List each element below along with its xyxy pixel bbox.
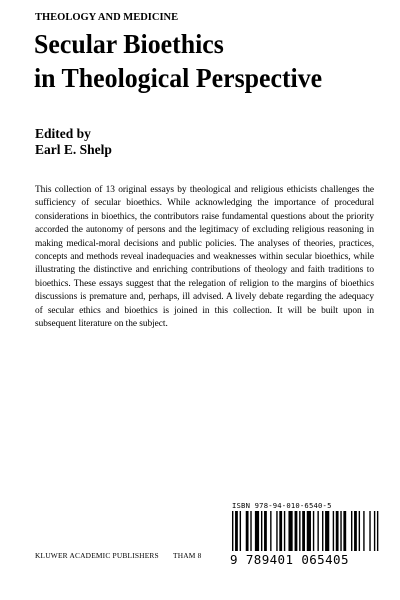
barcode-bar xyxy=(343,511,346,551)
barcode-bar xyxy=(276,511,277,551)
barcode-bar xyxy=(246,511,249,551)
barcode-bar xyxy=(235,511,238,551)
isbn-number: ISBN 978-94-010-6540-5 xyxy=(232,501,332,510)
barcode-bar xyxy=(240,511,241,551)
book-title xyxy=(34,27,354,95)
barcode-bar xyxy=(232,511,233,551)
title-line-1: Secular Bioethics xyxy=(34,28,224,59)
title-line-2: in Theological Perspective xyxy=(34,62,323,93)
barcode-bar xyxy=(313,511,314,551)
barcode-bar xyxy=(354,511,357,551)
barcode-bar xyxy=(351,511,352,551)
barcode-bar xyxy=(317,511,318,551)
barcode-bar xyxy=(250,511,251,551)
barcode-bar xyxy=(299,511,300,551)
series-label: THEOLOGY AND MEDICINE xyxy=(35,12,179,23)
barcode-bar xyxy=(288,511,292,551)
description-paragraph: This collection of 13 original essays by theological and religious ethicists challenges the sufficiency of secular bioethics. While acknowledging the importance of procedural considerations in bioethics, the contributors raise fundamental questions about the priority accorded the autonomy of persons and the legitimacy of excluding religious reasoning in making medical-moral decisions and public policies. The analyses of theories, practices, concepts and methods reveal inadequacies and weaknesses within secular bioethics, while illustrating the distinctive and enriching contributions of theology and faith traditions to bioethics. These essays suggest that the relegation of religion to the margins of bioethics discussions is premature and, perhaps, ill advised. A lively debate regarding the adequacy of secular ethics and bioethics is joined in this collection. It will be built upon in subsequent literature on the subject. xyxy=(35,185,374,330)
barcode-digits: 9 789401 065405 xyxy=(230,552,349,567)
barcode-bar xyxy=(322,511,323,551)
barcode-bar xyxy=(333,511,334,551)
edited-by-label: Edited by xyxy=(35,126,91,141)
barcode-bar xyxy=(363,511,364,551)
barcode-bar xyxy=(295,511,298,551)
editor-name: Earl E. Shelp xyxy=(35,142,112,157)
barcode-bar xyxy=(264,511,267,551)
barcode-bar xyxy=(302,511,305,551)
barcode-bar xyxy=(377,511,378,551)
barcode-bar xyxy=(284,511,285,551)
barcode-bar xyxy=(336,511,339,551)
barcode-bar xyxy=(261,511,262,551)
barcode-bar xyxy=(270,511,271,551)
barcode-bar xyxy=(279,511,282,551)
barcode-bar xyxy=(255,511,259,551)
barcode-bar xyxy=(369,511,370,551)
barcode xyxy=(232,511,380,551)
barcode-bar xyxy=(325,511,329,551)
barcode-bar xyxy=(307,511,311,551)
barcode-bar xyxy=(374,511,375,551)
series-code: THAM 8 xyxy=(173,551,202,560)
publisher-name: KLUWER ACADEMIC PUBLISHERS xyxy=(35,551,159,560)
barcode-bar xyxy=(359,511,360,551)
barcode-bar xyxy=(340,511,341,551)
